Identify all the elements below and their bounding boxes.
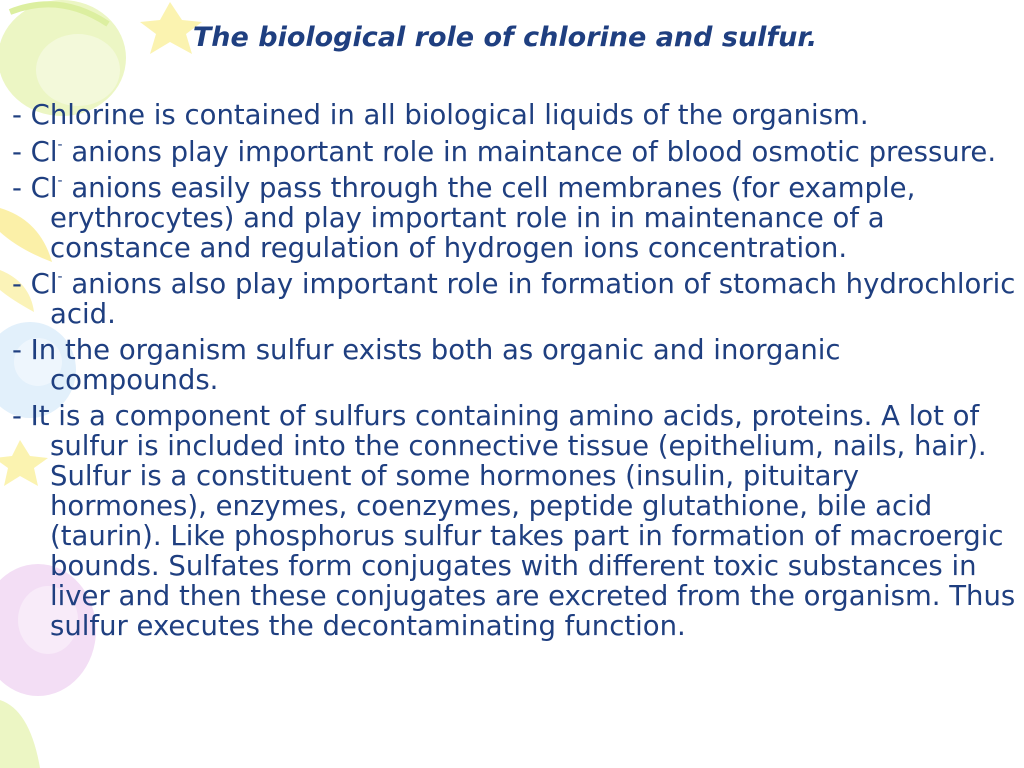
bullet-list (12, 100, 1017, 647)
bullet-item (12, 335, 1017, 395)
bullet-item (12, 269, 1017, 329)
bullet-item (12, 100, 1017, 130)
superscript-charge: - (57, 137, 63, 153)
bullet-text: anions easily pass through the cell membranes (for example, erythrocytes) and play important role in in maintenance of a constance and regulation of hydrogen ions concentration. (50, 172, 916, 264)
green-shapes-bottom-left (0, 700, 40, 768)
bullet-prefix: - Cl (12, 268, 58, 300)
bullet-text: - Chlorine is contained in all biological liquids of the organism. (12, 99, 869, 131)
bullet-item (12, 401, 1017, 641)
superscript-charge: - (57, 173, 63, 189)
bullet-text: anions also play important role in formation of stomach hydrochloric acid. (50, 268, 1016, 330)
bullet-text: anions play important role in maintance of blood osmotic pressure. (62, 136, 997, 168)
bullet-text: - In the organism sulfur exists both as organic and inorganic compounds. (12, 334, 841, 396)
slide-title: The biological role of chlorine and sulfur. (192, 22, 818, 53)
bullet-item (12, 137, 1017, 167)
bullet-prefix: - Cl (12, 136, 58, 168)
superscript-charge: - (57, 269, 63, 285)
bullet-item (12, 173, 1017, 263)
bullet-text: - It is a component of sulfurs containing amino acids, proteins. A lot of sulfur is included into the connective tissue (epithelium, nails, hair). Sulfur is a constituent of some hormones (insulin, pituitary hormones), enzymes, coenzymes, peptide glutathione, bile acid (taurin). Like phosphorus sulfur takes part in formation of macroergic bounds. Sulfates form conjugates with different toxic substances in liver and then these conjugates are excreted from the organism. Thus sulfur executes the decontaminating function. (12, 400, 1016, 642)
bullet-prefix: - Cl (12, 172, 58, 204)
